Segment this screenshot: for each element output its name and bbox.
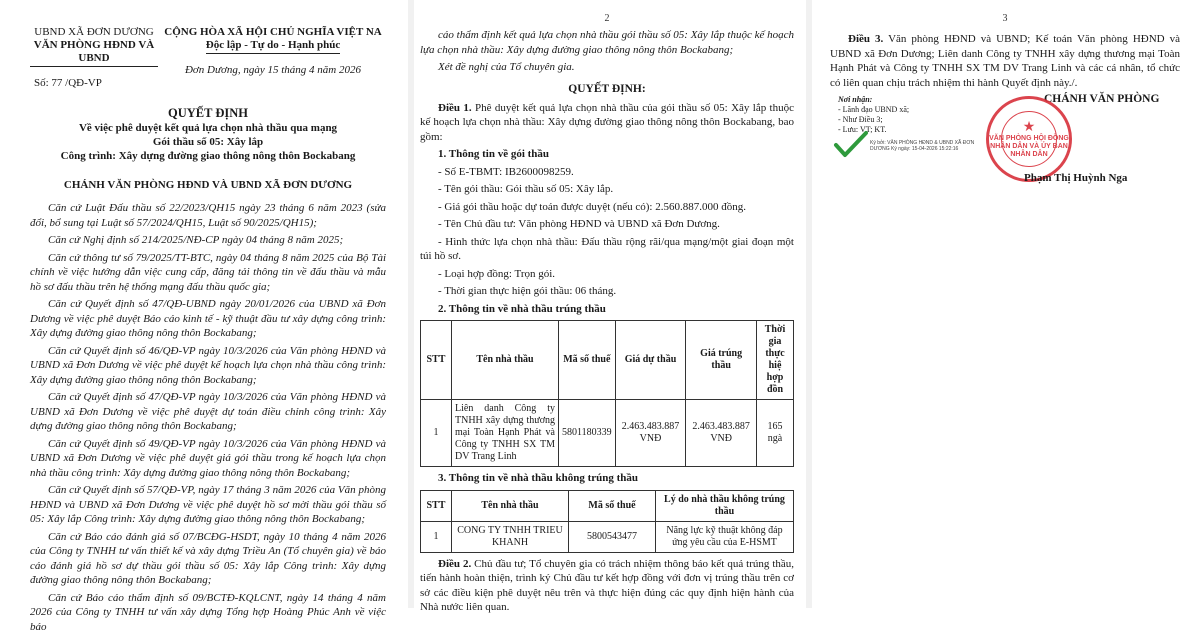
document-header: [30, 26, 386, 90]
table-cell: 1: [421, 521, 452, 552]
page-number: 3: [830, 12, 1180, 26]
table-header-cell: Thời gia thực hiệ hợp đồn: [757, 321, 794, 400]
issuer-line: CHÁNH VĂN PHÒNG HĐND VÀ UBND XÃ ĐƠN DƯƠNG: [30, 179, 386, 191]
agency-block: [30, 26, 158, 90]
date-line: Đơn Dương, ngày 15 tháng 4 năm 2026: [160, 64, 386, 77]
title-line3: Công trình: Xây dựng đường giao thông nông thôn Bockabang: [30, 149, 386, 163]
continuation-text: cáo thẩm định kết quả lựa chọn nhà thầu gói thầu số 05: Xây lắp thuộc kế hoạch lựa chọn nhà thầu: Xây dựng đường giao thông nông thôn Bockabang;: [420, 28, 794, 57]
section-1-title: 1. Thông tin về gói thầu: [420, 147, 794, 162]
package-info-item: - Loại hợp đồng: Trọn gói.: [420, 267, 794, 282]
article-3: Điều 3. Văn phòng HĐND và UBND; Kế toán Văn phòng HĐND và UBND xã Đơn Dương; Liên danh Công ty TNHH xây dựng thương mại Toàn Hạnh Phát và Công ty TNHH SX TM DV Trang Linh và các cá nhân, tổ chức có liên quan chịu trách nhiệm thi hành Quyết định này./.: [830, 32, 1180, 90]
agency-line2: VĂN PHÒNG HĐND VÀ UBND: [30, 39, 158, 67]
basis-item: Căn cứ Quyết định số 49/QĐ-VP ngày 10/3/2026 của Văn phòng HĐND và UBND xã Đơn Dương về việc phê duyệt giá gói thầu trong kế hoạch lựa chọn nhà thầu công trình: Xây dựng đường giao thông nông thôn Bockabang;: [30, 437, 386, 481]
package-info-item: - Tên Chủ đầu tư: Văn phòng HĐND và UBND xã Đơn Dương.: [420, 217, 794, 232]
signer-title: CHÁNH VĂN PHÒNG: [1044, 93, 1159, 105]
basis-item: Căn cứ Báo cáo đánh giá số 07/BCĐG-HSDT, ngày 10 tháng 4 năm 2026 của Công ty TNHH tư vấn thiết kế và xây dựng Triều An (Tổ chuyên gia) về báo cáo đánh giá hồ sơ dự thầu gói thầu số 05: Xây lắp Công trình: Xây dựng đường giao thông nông thôn Bockabang;: [30, 530, 386, 588]
package-info: [420, 165, 794, 299]
country-block: [160, 26, 386, 90]
table-header-row: [421, 490, 794, 521]
digital-signature-info: Ký bởi: VĂN PHÒNG HĐND & UBND XÃ ĐƠN DƯƠNG Ký ngày: 15-04-2026 15:22:16: [870, 140, 990, 152]
table-header-cell: Tên nhà thầu: [452, 490, 569, 521]
recipient-item: - Lãnh đạo UBND xã;: [838, 105, 909, 115]
table-cell: 5801180339: [559, 400, 616, 467]
basis-item: Căn cứ thông tư số 79/2025/TT-BTC, ngày 04 tháng 8 năm 2025 của Bộ Tài chính về việc hướng dẫn việc cung cấp, đăng tải thông tin về đấu thầu và mẫu hồ sơ đấu thầu trên hệ thống mạng đấu thầu quốc gia;: [30, 251, 386, 295]
basis-item: Căn cứ Báo cáo thẩm định số 09/BCTĐ-KQLCNT, ngày 14 tháng 4 năm 2026 của Công ty TNHH tư vấn xây dựng Tổng hợp Hoàng Phúc Anh về việc báo: [30, 591, 386, 634]
basis-item: Căn cứ Quyết định số 47/QĐ-VP ngày 10/3/2026 của Văn phòng HĐND và UBND xã Đơn Dương về việc phê duyệt dự toán điều chỉnh công trình: Xây dựng đường giao thông nông thôn Bockabang;: [30, 390, 386, 434]
package-info-item: - Giá gói thầu hoặc dự toán được duyệt (nếu có): 2.560.887.000 đồng.: [420, 200, 794, 215]
basis-item: Căn cứ Quyết định số 47/QĐ-UBND ngày 20/01/2026 của UBND xã Đơn Dương về việc phê duyệt Báo cáo kinh tế - kỹ thuật đầu tư xây dựng công trình: Xây dựng đường giao thông nông thôn Bockabang;: [30, 297, 386, 341]
package-info-item: - Tên gói thầu: Gói thầu số 05: Xây lắp.: [420, 182, 794, 197]
recipients-block: [838, 95, 909, 135]
table-header-cell: Mã số thuế: [559, 321, 616, 400]
table-cell: 2.463.483.887 VNĐ: [686, 400, 757, 467]
recipient-item: - Lưu: VT; KT.: [838, 125, 909, 135]
loser-table: [420, 490, 794, 553]
official-stamp: [986, 96, 1072, 182]
section-2-title: 2. Thông tin về nhà thầu trúng thầu: [420, 302, 794, 317]
table-header-cell: Tên nhà thầu: [452, 321, 559, 400]
digital-signature-check-icon: [834, 130, 868, 158]
table-header-cell: STT: [421, 321, 452, 400]
stamp-text: VĂN PHÒNG HỘI ĐỒNG NHÂN DÂN VÀ ỦY BAN NHÂN DÂN: [989, 135, 1069, 159]
country-line2: Độc lập - Tự do - Hạnh phúc: [160, 39, 386, 54]
agency-line1: UBND XÃ ĐƠN DƯƠNG: [30, 26, 158, 39]
page-1: [0, 0, 408, 608]
page-number: 2: [420, 12, 794, 26]
decision-heading: QUYẾT ĐỊNH:: [420, 83, 794, 95]
title-line1: Về việc phê duyệt kết quả lựa chọn nhà thầu qua mạng: [30, 121, 386, 135]
table-cell: 5800543477: [569, 521, 656, 552]
recipient-item: - Như Điều 3;: [838, 115, 909, 125]
legal-bases: [30, 201, 386, 634]
table-header-cell: STT: [421, 490, 452, 521]
table-row: [421, 400, 794, 467]
table-header-cell: Lý do nhà thầu không trúng thầu: [656, 490, 794, 521]
table-cell: 165 ngà: [757, 400, 794, 467]
table-cell: Liên danh Công ty TNHH xây dựng thương mại Toàn Hạnh Phát và Công ty TNHH SX TM DV Trang Linh: [452, 400, 559, 467]
signer-name: Phạm Thị Huỳnh Nga: [1024, 172, 1127, 184]
basis-item: Căn cứ Luật Đấu thầu số 22/2023/QH15 ngày 23 tháng 6 năm 2023 (sửa đổi, bổ sung tại Luật số 57/2024/QH15, Luật số 90/2025/QH15);: [30, 201, 386, 230]
article-1: Điều 1. Phê duyệt kết quả lựa chọn nhà thầu của gói thầu số 05: Xây lắp thuộc kế hoạch lựa chọn nhà thầu: Xây dựng đường giao thông nông thôn Bockabang, bao gồm:: [420, 101, 794, 145]
section-3-title: 3. Thông tin về nhà thầu không trúng thầu: [420, 471, 794, 486]
basis-item: Căn cứ Quyết định số 46/QĐ-VP ngày 10/3/2026 của Văn phòng HĐND và UBND xã Đơn Dương về việc phê duyệt kế hoạch lựa chọn nhà thầu công trình: Xây dựng đường giao thông nông thôn Bockabang;: [30, 344, 386, 388]
page-3: [812, 0, 1200, 608]
table-cell: 1: [421, 400, 452, 467]
basis-item: Căn cứ Nghị định số 214/2025/NĐ-CP ngày 04 tháng 8 năm 2025;: [30, 233, 386, 248]
winner-table: [420, 320, 794, 467]
table-header-cell: Mã số thuế: [569, 490, 656, 521]
table-cell: CONG TY TNHH TRIEU KHANH: [452, 521, 569, 552]
article-2: Điều 2. Chủ đầu tư; Tổ chuyên gia có trách nhiệm thông báo kết quả trúng thầu, tiến hành hoàn thiện, trình ký Chủ đầu tư kết hợp đồng với đơn vị trúng thầu trên cơ sở các điều kiện phê duyệt nêu trên và thực hiện đúng các quy định hiện hành của Nhà nước liên quan.: [420, 557, 794, 615]
title-line2: Gói thầu số 05: Xây lắp: [30, 135, 386, 149]
page-2: [414, 0, 806, 608]
table-cell: Năng lực kỹ thuật không đáp ứng yêu cầu của E-HSMT: [656, 521, 794, 552]
title-block: [30, 106, 386, 163]
table-header-cell: Giá dự thầu: [615, 321, 686, 400]
stamp-star-icon: ★: [989, 119, 1069, 136]
doc-number: Số: 77 /QĐ-VP: [30, 77, 158, 90]
title-heading: QUYẾT ĐỊNH: [30, 106, 386, 121]
package-info-item: - Số E-TBMT: IB2600098259.: [420, 165, 794, 180]
table-row: [421, 521, 794, 552]
package-info-item: - Thời gian thực hiện gói thầu: 06 tháng.: [420, 284, 794, 299]
package-info-item: - Hình thức lựa chọn nhà thầu: Đấu thầu rộng rãi/qua mạng/một giai đoạn một túi hồ sơ.: [420, 235, 794, 264]
basis-item: Căn cứ Quyết định số 57/QĐ-VP, ngày 17 tháng 3 năm 2026 của Văn phòng HĐND và UBND xã Đơn Dương về việc phê duyệt hồ sơ mời thầu gói thầu số 05: Xây lắp Công trình: Xây dựng đường giao thông nông thôn Bockabang;: [30, 483, 386, 527]
country-line1: CỘNG HÒA XÃ HỘI CHỦ NGHĨA VIỆT NA: [160, 26, 386, 39]
table-header-row: [421, 321, 794, 400]
recipients-label: Nơi nhận:: [838, 95, 909, 105]
table-header-cell: Giá trúng thầu: [686, 321, 757, 400]
proposal-text: Xét đề nghị của Tổ chuyên gia.: [420, 60, 794, 75]
table-cell: 2.463.483.887 VNĐ: [615, 400, 686, 467]
